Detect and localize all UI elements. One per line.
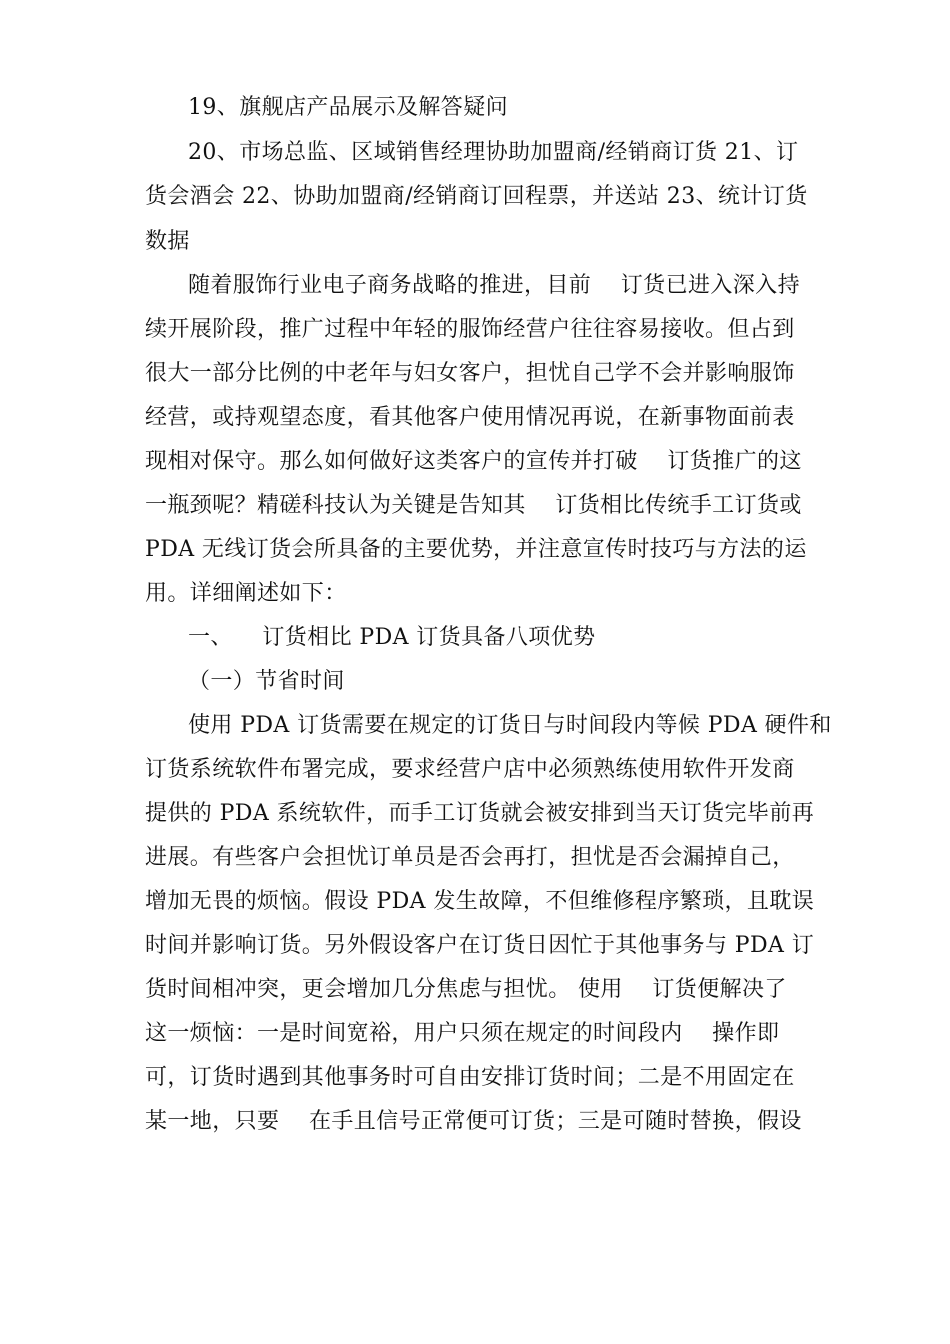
text-line-10: 一瓶颈呢？精磋科技认为关键是告知其 订货相比传统手工订货或 — [145, 493, 802, 518]
text-line-2: 20、市场总监、区域销售经理协助加盟商/经销商订货 21、订 — [188, 140, 799, 165]
text-line-17: 提供的 PDA 系统软件，而手工订货就会被安排到当天订货完毕前再 — [145, 801, 815, 826]
section-heading: 一、 订货相比 PDA 订货具备八项优势 — [188, 625, 596, 650]
text-line-8: 经营，或持观望态度，看其他客户使用情况再说，在新事物面前表 — [145, 405, 795, 430]
text-line-23: 可，订货时遇到其他事务时可自由安排订货时间；二是不用固定在 — [145, 1065, 795, 1090]
text-line-20: 时间并影响订货。另外假设客户在订货日因忙于其他事务与 PDA 订 — [145, 933, 815, 958]
text-line-6: 续开展阶段，推广过程中年轻的服饰经营户往往容易接收。但占到 — [145, 317, 795, 342]
text-line-16: 订货系统软件布署完成，要求经营户店中必须熟练使用软件开发商 — [145, 757, 795, 782]
text-line-18: 进展。有些客户会担忧订单员是否会再打，担忧是否会漏掉自己， — [145, 845, 795, 870]
text-line-7: 很大一部分比例的中老年与妇女客户，担忧自己学不会并影响服饰 — [145, 361, 795, 386]
text-line-24: 某一地，只要 在手且信号正常便可订货；三是可随时替换，假设 — [145, 1109, 802, 1134]
text-line-9: 现相对保守。那么如何做好这类客户的宣传并打破 订货推广的这 — [145, 449, 802, 474]
text-line-3: 货会酒会 22、协助加盟商/经销商订回程票，并送站 23、统计订货 — [145, 184, 808, 209]
text-line-4: 数据 — [145, 229, 190, 254]
text-line-21: 货时间相冲突，更会增加几分焦虑与担忧。 使用 订货便解决了 — [145, 977, 787, 1002]
text-line-15: 使用 PDA 订货需要在规定的订货日与时间段内等候 PDA 硬件和 — [188, 713, 832, 738]
text-line-12: 用。详细阐述如下： — [145, 581, 347, 606]
text-line-5: 随着服饰行业电子商务战略的推进，目前 订货已进入深入持 — [188, 273, 800, 298]
text-line-22: 这一烦恼：一是时间宽裕，用户只须在规定的时间段内 操作即 — [145, 1021, 780, 1046]
subsection-heading: （一）节省时间 — [188, 669, 345, 694]
text-line-11: PDA 无线订货会所具备的主要优势，并注意宣传时技巧与方法的运 — [145, 537, 807, 562]
text-line-19: 增加无畏的烦恼。假设 PDA 发生故障，不但维修程序繁琐，且耽误 — [145, 889, 815, 914]
text-line-1: 19、旗舰店产品展示及解答疑问 — [188, 95, 508, 120]
